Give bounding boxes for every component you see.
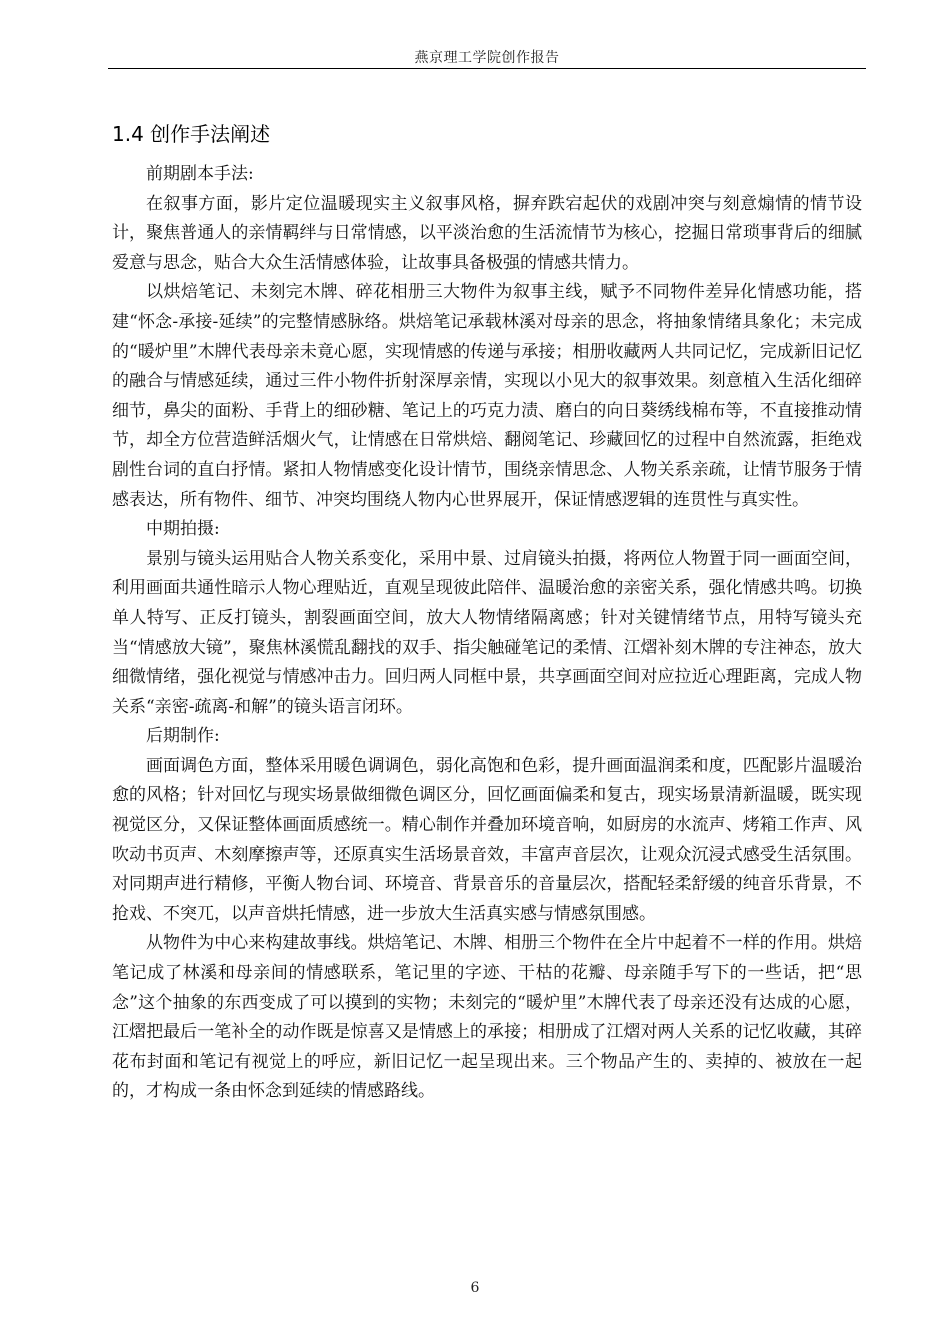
section-title: 1.4 创作手法阐述	[112, 122, 271, 146]
subheading-postproduction: 后期制作:	[146, 726, 220, 747]
header-divider	[108, 68, 866, 69]
paragraph: 画面调色方面，整体采用暖色调调色，弱化高饱和色彩，提升画面温润柔和度，匹配影片温暖治愈的风格；针对回忆与现实场景做细微色调区分，回忆画面偏柔和复古，现实场景清新温暖，既实现视觉区分，又保证整体画面质感统一。精心制作并叠加环境音响，如厨房的水流声、烤箱工作声、风吹动书页声、木刻摩擦声等，还原真实生活场景音效，丰富声音层次，让观众沉浸式感受生活氛围。对同期声进行精修，平衡人物台词、环境音、背景音乐的音量层次，搭配轻柔舒缓的纯音乐背景，不抢戏、不突兀，以声音烘托情感，进一步放大生活真实感与情感氛围感。	[112, 755, 862, 924]
page-number: 6	[470, 1280, 480, 1296]
page-header-title: 燕京理工学院创作报告	[414, 50, 560, 66]
body-text	[112, 160, 862, 1107]
paragraph: 从物件为中心来构建故事线。烘焙笔记、木牌、相册三个物件在全片中起着不一样的作用。烘焙笔记成了林溪和母亲间的情感联系，笔记里的字迹、干枯的花瓣、母亲随手写下的一些话，把“思念”这个抽象的东西变成了可以摸到的实物；未刻完的“暖炉里”木牌代表了母亲还没有达成的心愿，江熠把最后一笔补全的动作既是惊喜又是情感上的承接；相册成了江熠对两人关系的记忆收藏，其碎花布封面和笔记有视觉上的呼应，新旧记忆一起呈现出来。三个物品产生的、卖掉的、被放在一起的，才构成一条由怀念到延续的情感路线。	[112, 933, 862, 1102]
paragraph: 以烘焙笔记、未刻完木牌、碎花相册三大物件为叙事主线，赋予不同物件差异化情感功能，搭建“怀念-承接-延续”的完整情感脉络。烘焙笔记承载林溪对母亲的思念，将抽象情绪具象化；未完成的“暖炉里”木牌代表母亲未竟心愿，实现情感的传递与承接；相册收藏两人共同记忆，完成新旧记忆的融合与情感延续，通过三件小物件折射深厚亲情，实现以小见大的叙事效果。刻意植入生活化细碎细节，鼻尖的面粉、手背上的细砂糖、笔记上的巧克力渍、磨白的向日葵绣线棉布等，不直接推动情节，却全方位营造鲜活烟火气，让情感在日常烘焙、翻阅笔记、珍藏回忆的过程中自然流露，拒绝戏剧性台词的直白抒情。紧扣人物情感变化设计情节，围绕亲情思念、人物关系亲疏，让情节服务于情感表达，所有物件、细节、冲突均围绕人物内心世界展开，保证情感逻辑的连贯性与真实性。	[112, 282, 862, 510]
paragraph: 景别与镜头运用贴合人物关系变化，采用中景、过肩镜头拍摄，将两位人物置于同一画面空间，利用画面共通性暗示人物心理贴近，直观呈现彼此陪伴、温暖治愈的亲密关系，强化情感共鸣。切换单人特写、正反打镜头，割裂画面空间，放大人物情绪隔离感；针对关键情绪节点，用特写镜头充当“情感放大镜”，聚焦林溪慌乱翻找的双手、指尖触碰笔记的柔情、江熠补刻木牌的专注神态，放大细微情绪，强化视觉与情感冲击力。回归两人同框中景，共享画面空间对应拉近心理距离，完成人物关系“亲密-疏离-和解”的镜头语言闭环。	[112, 548, 862, 717]
subheading-shooting: 中期拍摄:	[146, 519, 220, 540]
subheading-preproduction: 前期剧本手法:	[146, 164, 254, 184]
paragraph: 在叙事方面，影片定位温暖现实主义叙事风格，摒弃跌宕起伏的戏剧冲突与刻意煽情的情节设计，聚焦普通人的亲情羁绊与日常情感，以平淡治愈的生活流情节为核心，挖掘日常琐事背后的细腻爱意与思念，贴合大众生活情感体验，让故事具备极强的情感共情力。	[112, 193, 862, 273]
